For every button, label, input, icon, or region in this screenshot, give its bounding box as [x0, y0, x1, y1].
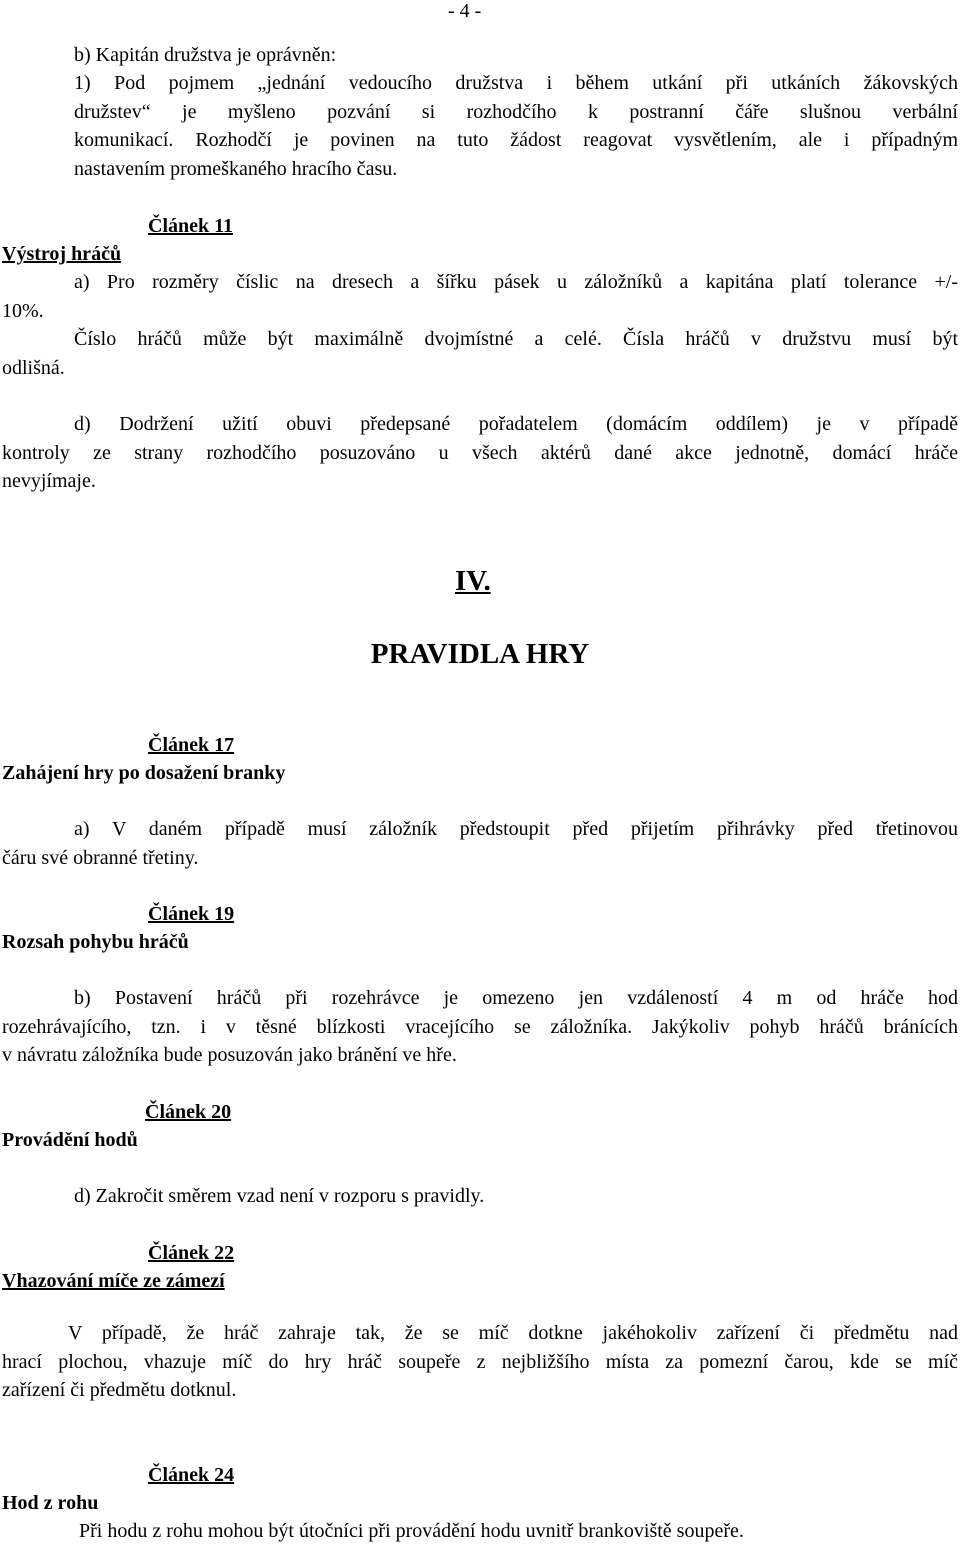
page-number: - 4 - — [448, 0, 482, 22]
article-17-title: Zahájení hry po dosažení branky — [2, 762, 286, 784]
text-line: nevyjímaje. — [2, 470, 96, 492]
text-line: Číslo hráčů může být maximálně dvojmístné a celé. Čísla hráčů v družstvu musí být — [74, 328, 958, 350]
article-19-number: Článek 19 — [148, 903, 235, 925]
article-11-para-d — [2, 410, 958, 496]
article-22-title: Vhazování míče ze zámezí — [2, 1270, 225, 1292]
intro-item — [74, 69, 958, 183]
article-24-para: Při hodu z rohu mohou být útočníci při provádění hodu uvnitř brankoviště soupeře. — [79, 1520, 744, 1542]
article-20-number: Článek 20 — [145, 1101, 232, 1123]
section-title: PRAVIDLA HRY — [370, 638, 590, 670]
text-line: hrací plochou, vhazuje míč do hry hráč soupeře z nejbližšího místa za pomezní čarou, kde se míč — [2, 1350, 958, 1373]
text-line: a) V daném případě musí záložník předstoupit před přijetím přihrávky před třetinovou — [74, 818, 958, 840]
text-line: komunikací. Rozhodčí je povinen na tuto žádost reagovat vysvětlením, ale i případným — [74, 129, 958, 151]
article-22-para — [2, 1319, 958, 1405]
text-line: kontroly ze strany rozhodčího posuzováno u všech aktérů dané akce jednotně, domácí hráče — [2, 441, 958, 464]
article-11-number: Článek 11 — [148, 215, 234, 237]
text-line: v návratu záložníka bude posuzován jako bránění ve hře. — [2, 1044, 457, 1066]
section-roman-numeral: IV. — [455, 565, 491, 597]
text-line: zařízení či předmětu dotknul. — [2, 1379, 237, 1401]
text-line: 10%. — [2, 299, 44, 322]
article-19-title: Rozsah pohybu hráčů — [2, 931, 189, 953]
article-20-title: Provádění hodů — [2, 1129, 138, 1151]
article-11-para-b — [2, 325, 958, 382]
article-11-para-a — [2, 268, 958, 325]
text-line: družstev“ je myšleno pozvání si rozhodčího k postranní čáře slušnou verbální — [74, 100, 958, 123]
intro-heading: b) Kapitán družstva je oprávněn: — [74, 44, 337, 66]
article-17-para — [2, 815, 958, 872]
text-line: a) Pro rozměry číslic na dresech a šířku pásek u záložníků a kapitána platí tolerance +/- — [74, 271, 958, 293]
text-line: rozehrávajícího, tzn. i v těsné blízkosti vracejícího se záložníka. Jakýkoliv pohyb hráčů bránících — [2, 1015, 958, 1038]
text-line: V případě, že hráč zahraje tak, že se míč dotkne jakéhokoliv zařízení či předmětu nad — [68, 1322, 958, 1344]
text-line: nastavením promeškaného hracího času. — [74, 157, 398, 180]
text-line: d) Dodržení užití obuvi předepsané pořadatelem (domácím oddílem) je v případě — [74, 413, 958, 435]
text-line: odlišná. — [2, 356, 65, 379]
article-22-number: Článek 22 — [148, 1242, 235, 1264]
article-11-title: Výstroj hráčů — [2, 243, 122, 265]
article-19-para — [2, 984, 958, 1070]
text-line: b) Postavení hráčů při rozehrávce je omezeno jen vzdáleností 4 m od hráče hod — [74, 987, 958, 1009]
article-17-number: Článek 17 — [148, 734, 235, 756]
text-line: 1) Pod pojmem „jednání vedoucího družstva i během utkání při utkáních žákovských — [74, 72, 958, 94]
article-24-title: Hod z rohu — [2, 1492, 99, 1514]
article-24-number: Článek 24 — [148, 1464, 235, 1486]
article-20-para: d) Zakročit směrem vzad není v rozporu s pravidly. — [74, 1185, 485, 1207]
text-line: čáru své obranné třetiny. — [2, 846, 199, 869]
